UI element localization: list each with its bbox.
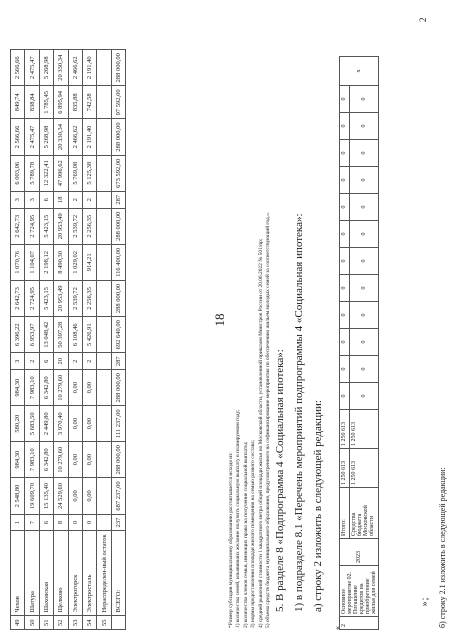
table-cell: 111 237,00 xyxy=(111,406,125,442)
footnote: 5) объема средств бюджета муниципального образования, предусмотренного на софинансирование мероприятия по обеспечению жильем молодых семей за соответствующий год.». xyxy=(265,211,272,628)
cell-zero: 0 xyxy=(349,383,378,410)
table-row xyxy=(111,50,125,630)
table-cell: 116 400,00 xyxy=(111,244,125,280)
table-cell: 0,00 xyxy=(82,442,96,478)
table-cell: 3 xyxy=(11,191,25,208)
table-cell: 6 953,97 xyxy=(25,317,39,353)
table-cell xyxy=(97,353,111,370)
row-instruction-a: а) строку 2 изложить в следующей редакции: xyxy=(312,400,324,612)
table-cell: 1 104,07 xyxy=(25,244,39,280)
table-cell: 13 048,42 xyxy=(39,317,53,353)
cell-zero: 0 xyxy=(349,302,378,329)
table-cell: 2 475,47 xyxy=(25,119,39,155)
table-cell: 914,21 xyxy=(82,244,96,280)
cell-zero: 0 xyxy=(349,113,378,140)
cell-zero: 0 xyxy=(349,248,378,275)
table-cell: 2 256,35 xyxy=(82,280,96,316)
table-cell: 0 xyxy=(82,514,96,531)
table-cell: 5 423,15 xyxy=(39,208,53,244)
cell-zero: 0 xyxy=(340,194,350,221)
event-year: 2023 xyxy=(340,539,379,566)
municipality-name: Электрогорск xyxy=(68,531,82,616)
table-cell: 12 322,41 xyxy=(39,155,53,191)
row-number: 2 xyxy=(340,617,379,630)
table-cell: 0,00 xyxy=(82,370,96,406)
table-cell: 97 592,00 xyxy=(111,86,125,119)
table-cell xyxy=(97,514,111,531)
table-cell: 6 108,46 xyxy=(68,317,82,353)
table-cell: 3 970,40 xyxy=(54,406,68,442)
cell-zero: 0 xyxy=(349,275,378,302)
table-cell: 20 953,49 xyxy=(54,208,68,244)
table-row xyxy=(97,50,111,630)
table-cell: 0 xyxy=(68,514,82,531)
table-cell: 5 423,15 xyxy=(39,280,53,316)
table-cell: 3 xyxy=(11,353,25,370)
footnote: 1) количества семей, изъявивших желание получить социальную выплату в планируемом году; xyxy=(235,409,242,628)
table-cell xyxy=(97,442,111,478)
table-cell: 0,00 xyxy=(68,478,82,514)
table-cell xyxy=(97,370,111,406)
cell-zero: 0 xyxy=(349,356,378,383)
table-cell: 0,00 xyxy=(68,370,82,406)
table-cell: 10 279,60 xyxy=(54,442,68,478)
table-cell: 687 237,00 xyxy=(111,478,125,514)
table-cell: 288 000,00 xyxy=(111,119,125,155)
table-cell: 20 953,49 xyxy=(54,280,68,316)
cell-zero: 0 xyxy=(340,86,350,113)
table-cell: 5 268,98 xyxy=(39,119,53,155)
table-cell xyxy=(97,86,111,119)
table-cell: 6 xyxy=(39,514,53,531)
table-cell: 287 xyxy=(111,353,125,370)
event-name: Основное мероприятие 02. Погашение кредитов на приобретение жилья для семей xyxy=(340,566,379,617)
table-row xyxy=(25,50,39,630)
cell-zero: 0 xyxy=(340,248,350,275)
table-cell: 835,88 xyxy=(68,86,82,119)
table-cell: 5 683,50 xyxy=(25,406,39,442)
table-cell: 54 xyxy=(82,616,96,630)
table-cell: 2 642,73 xyxy=(11,280,25,316)
table-cell: 237 xyxy=(111,514,125,531)
table-cell: 15 135,40 xyxy=(39,478,53,514)
cell-zero: 0 xyxy=(349,140,378,167)
table-cell: 2 198,12 xyxy=(39,244,53,280)
table-cell: 2 566,66 xyxy=(11,50,25,86)
table-cell xyxy=(97,406,111,442)
cell-zero: 0 xyxy=(340,167,350,194)
table-row xyxy=(54,50,68,630)
table-cell: 742,58 xyxy=(82,86,96,119)
table-cell: 288 000,00 xyxy=(111,280,125,316)
footnotes xyxy=(228,28,272,628)
table-cell xyxy=(97,317,111,353)
table-cell: 20 330,34 xyxy=(54,119,68,155)
table-cell: 0,00 xyxy=(82,478,96,514)
corner-mark: 2 xyxy=(418,17,428,22)
footnote: *Размер субсидии муниципальному образованию рассчитывается исходя из: xyxy=(228,452,234,628)
table-cell: 2 539,72 xyxy=(68,208,82,244)
mo-sum: 1 250 613 xyxy=(349,449,378,488)
table-cell: 47 996,62 xyxy=(54,155,68,191)
table-cell: 5 125,38 xyxy=(82,155,96,191)
table-cell: 51 xyxy=(39,616,53,630)
closing-quote: »; xyxy=(419,596,431,607)
mo-year1: 1 250 613 xyxy=(349,410,378,449)
cell-zero: 0 xyxy=(349,194,378,221)
table-cell: 1 070,76 xyxy=(11,244,25,280)
subsidy-table xyxy=(10,49,126,630)
table-cell: 5 769,08 xyxy=(68,155,82,191)
table-cell: 288 000,00 xyxy=(111,50,125,86)
total-year1: 1 250 613 xyxy=(340,410,350,449)
cell-zero: 0 xyxy=(340,329,350,356)
row-instruction-b: б) строку 2.1 изложить в следующей редакции: xyxy=(438,467,447,628)
table-cell: 692 640,00 xyxy=(111,317,125,353)
table-row xyxy=(11,50,25,630)
table-cell: 1 029,02 xyxy=(68,244,82,280)
table-cell: 5 426,91 xyxy=(82,317,96,353)
municipality-name: Нераспределен-ный остаток xyxy=(97,531,111,616)
open-quote: « xyxy=(333,626,342,630)
table-cell: 2 xyxy=(25,353,39,370)
table-cell: 50 xyxy=(25,616,39,630)
table-cell: 49 xyxy=(11,616,25,630)
municipality-name: Шаховская xyxy=(39,531,53,616)
table-cell: 6 396,22 xyxy=(11,317,25,353)
table-cell: 0,00 xyxy=(82,406,96,442)
cell-zero: 0 xyxy=(340,140,350,167)
table-cell: 50 397,28 xyxy=(54,317,68,353)
table-cell: 2 xyxy=(82,191,96,208)
rotated-page-content xyxy=(10,10,450,630)
table-cell: 10 279,60 xyxy=(54,370,68,406)
table-cell: 8 490,30 xyxy=(54,244,68,280)
table-cell xyxy=(97,280,111,316)
table-cell: 288 000,00 xyxy=(111,370,125,406)
table-cell xyxy=(97,191,111,208)
table-cell: 2 724,95 xyxy=(25,208,39,244)
table-cell: 53 xyxy=(68,616,82,630)
table-cell: 19 609,70 xyxy=(25,478,39,514)
table-cell: 2 724,95 xyxy=(25,280,39,316)
table-cell: 6 xyxy=(39,353,53,370)
cell-zero: 0 xyxy=(340,113,350,140)
responsible-cell: х xyxy=(340,57,379,86)
table-cell: 6 342,80 xyxy=(39,442,53,478)
table-cell: 984,30 xyxy=(11,442,25,478)
section-heading: 5. В разделе 8 «Подпрограмма 4 «Социальная ипотека»: xyxy=(274,349,286,612)
table-cell: 5 268,98 xyxy=(39,50,53,86)
cell-zero: 0 xyxy=(340,221,350,248)
table-cell xyxy=(97,119,111,155)
cell-zero: 0 xyxy=(349,221,378,248)
table-cell xyxy=(97,478,111,514)
municipality-name: Электросталь xyxy=(82,531,96,616)
cell-zero: 0 xyxy=(340,275,350,302)
table-cell: 20 330,34 xyxy=(54,50,68,86)
municipality-name: Шатура xyxy=(25,531,39,616)
table-cell: 5 789,78 xyxy=(25,155,39,191)
table-cell: 24 529,60 xyxy=(54,478,68,514)
footnote: 3) нормы предоставления площади жилого помещения на семью разного состава; xyxy=(250,439,257,628)
table-row xyxy=(39,50,53,630)
table-cell: 7 xyxy=(25,514,39,531)
table-cell: 580,20 xyxy=(11,406,25,442)
cell-zero: 0 xyxy=(340,356,350,383)
cell-zero: 0 xyxy=(349,86,378,113)
table-cell: 2 xyxy=(82,353,96,370)
municipality-name: ВСЕГО: xyxy=(111,531,125,616)
table-cell: 1 xyxy=(11,514,25,531)
cell-zero: 0 xyxy=(340,383,350,410)
total-sum: 1 250 613 xyxy=(340,449,350,488)
table-cell: 0,00 xyxy=(68,442,82,478)
table-cell: 6 003,06 xyxy=(11,155,25,191)
table-row xyxy=(82,50,96,630)
table-cell: 52 xyxy=(54,616,68,630)
footnote: 4) средней рыночной стоимости 1 квадратного метра общей площади жилья по Московской области, установленной приказом Минстроя России от 20.06.2022 № 501/пр; xyxy=(257,238,264,628)
table-cell: 2 xyxy=(68,191,82,208)
source-mo: Средства бюджета Московской области xyxy=(349,488,378,539)
table-cell: 8 xyxy=(54,514,68,531)
table-cell: 838,84 xyxy=(25,86,39,119)
table-cell: 984,30 xyxy=(11,370,25,406)
table-cell: 2 191,40 xyxy=(82,50,96,86)
table-cell xyxy=(97,244,111,280)
page-number: 18 xyxy=(212,313,227,327)
measures-table xyxy=(339,56,379,630)
table-cell: 2 466,62 xyxy=(68,119,82,155)
table-cell: 2 191,40 xyxy=(82,119,96,155)
subsection-heading: 1) в подразделе 8.1 «Перечень мероприятий подпрограммы 4 «Социальная ипотека»: xyxy=(293,213,305,612)
table-cell: 2 548,80 xyxy=(11,478,25,514)
source-total: Итого: xyxy=(340,488,350,539)
table-cell: 288 000,00 xyxy=(111,442,125,478)
table-cell: 2 642,73 xyxy=(11,208,25,244)
table-cell xyxy=(97,155,111,191)
table-cell: 2 466,62 xyxy=(68,50,82,86)
table-cell: 2 539,72 xyxy=(68,280,82,316)
table-cell: 6 895,94 xyxy=(54,86,68,119)
table-cell: 2 449,80 xyxy=(39,406,53,442)
municipality-name: Щелково xyxy=(54,531,68,616)
table-cell: 3 xyxy=(25,191,39,208)
table-cell: 287 xyxy=(111,191,125,208)
table-cell: 2 566,66 xyxy=(11,119,25,155)
table-cell: 1 785,45 xyxy=(39,86,53,119)
table-cell: 7 983,10 xyxy=(25,370,39,406)
cell-zero: 0 xyxy=(340,302,350,329)
table-cell: 20 xyxy=(54,353,68,370)
table-cell: 2 475,47 xyxy=(25,50,39,86)
table-cell: 849,74 xyxy=(11,86,25,119)
table-cell: 18 xyxy=(54,191,68,208)
table-cell: 288 000,00 xyxy=(111,208,125,244)
table-cell: 6 342,80 xyxy=(39,370,53,406)
table-cell: 55 xyxy=(97,616,111,630)
cell-zero: 0 xyxy=(349,167,378,194)
table-cell: 2 256,35 xyxy=(82,208,96,244)
table-cell: 2 xyxy=(68,353,82,370)
table-cell: 7 983,10 xyxy=(25,442,39,478)
footnote: 2) количества членов семьи, имеющих право на получение социальной выплаты; xyxy=(242,441,249,628)
table-cell xyxy=(97,208,111,244)
table-cell xyxy=(111,616,125,630)
table-cell: 673 592,00 xyxy=(111,155,125,191)
table-row xyxy=(68,50,82,630)
table-cell: 6 xyxy=(39,191,53,208)
table-cell: 0,00 xyxy=(68,406,82,442)
municipality-name: Чехов xyxy=(11,531,25,616)
cell-zero: 0 xyxy=(349,329,378,356)
table-cell xyxy=(97,50,111,86)
